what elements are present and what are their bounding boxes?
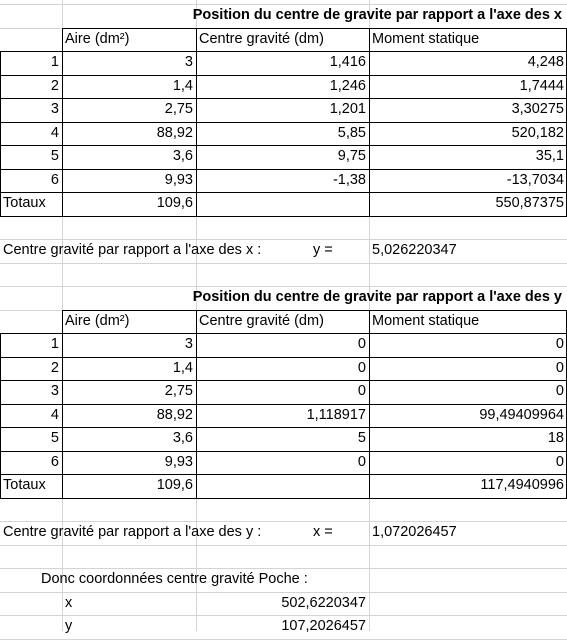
table-cell[interactable]: 2,75 bbox=[164, 101, 193, 117]
table-cell[interactable]: -1,38 bbox=[332, 171, 366, 188]
column-header[interactable]: Centre gravité (dm) bbox=[199, 30, 324, 47]
table-cell[interactable]: 3,6 bbox=[172, 148, 193, 164]
table-cell[interactable]: 3 bbox=[50, 101, 59, 117]
table-cell[interactable]: 5,85 bbox=[337, 124, 366, 141]
table-border bbox=[0, 98, 567, 99]
table-title[interactable]: Position du centre de gravite par rapport a l'axe des x bbox=[192, 7, 562, 23]
column-header[interactable]: Centre gravité (dm) bbox=[199, 312, 324, 329]
table-cell[interactable]: 0 bbox=[357, 359, 366, 376]
table-title[interactable]: Position du centre de gravite par rapport a l'axe des y bbox=[192, 289, 562, 305]
result-variable[interactable]: x = bbox=[313, 524, 333, 540]
column-header[interactable]: Aire (dm²) bbox=[65, 312, 130, 329]
table-border bbox=[0, 192, 567, 193]
coordinate-value[interactable]: 502,6220347 bbox=[281, 594, 366, 611]
result-value[interactable]: 1,072026457 bbox=[372, 524, 457, 540]
table-border bbox=[196, 28, 197, 217]
table-border bbox=[62, 28, 567, 29]
table-border bbox=[0, 498, 567, 499]
table-cell[interactable]: 0 bbox=[357, 336, 366, 352]
table-cell[interactable]: -13,7034 bbox=[506, 171, 564, 188]
result-variable[interactable]: y = bbox=[313, 242, 333, 258]
totals-moment[interactable]: 550,87375 bbox=[495, 195, 564, 211]
totals-moment[interactable]: 117,4940996 bbox=[480, 477, 564, 493]
table-cell[interactable]: 9,75 bbox=[337, 148, 366, 164]
table-cell[interactable]: 0 bbox=[555, 453, 564, 470]
table-cell[interactable]: 9,93 bbox=[164, 171, 193, 188]
table-border bbox=[0, 451, 567, 452]
table-cell[interactable]: 1,201 bbox=[329, 101, 366, 117]
table-border bbox=[0, 216, 567, 217]
table-cell[interactable]: 35,1 bbox=[535, 148, 564, 164]
coordinate-axis[interactable]: x bbox=[65, 594, 73, 611]
table-cell[interactable]: 6 bbox=[50, 171, 59, 188]
table-cell[interactable]: 1 bbox=[50, 54, 59, 70]
coordinate-axis[interactable]: y bbox=[65, 618, 73, 634]
conclusion-label[interactable]: Donc coordonnées centre gravité Poche : bbox=[41, 571, 308, 587]
table-border bbox=[0, 75, 567, 76]
column-header[interactable]: Moment statique bbox=[372, 312, 480, 329]
table-cell[interactable]: 1,118917 bbox=[306, 406, 366, 423]
table-border bbox=[0, 51, 1, 217]
table-cell[interactable]: 5 bbox=[50, 430, 59, 446]
table-border bbox=[0, 333, 567, 334]
table-cell[interactable]: 1,4 bbox=[172, 359, 193, 376]
table-border bbox=[62, 310, 567, 311]
table-cell[interactable]: 2 bbox=[50, 359, 59, 376]
table-border bbox=[0, 51, 567, 52]
table-cell[interactable]: 1,246 bbox=[329, 77, 366, 94]
table-border bbox=[369, 310, 370, 499]
table-border bbox=[0, 404, 567, 405]
table-border bbox=[0, 145, 567, 146]
table-cell[interactable]: 1 bbox=[50, 336, 59, 352]
result-value[interactable]: 5,026220347 bbox=[372, 242, 457, 258]
table-cell[interactable]: 1,7444 bbox=[519, 77, 564, 94]
table-cell[interactable]: 0 bbox=[555, 336, 564, 352]
table-border bbox=[369, 28, 370, 217]
table-border bbox=[62, 310, 63, 499]
table-cell[interactable]: 3 bbox=[50, 383, 59, 399]
table-cell[interactable]: 4,248 bbox=[527, 54, 564, 70]
column-header[interactable]: Moment statique bbox=[372, 30, 480, 47]
table-cell[interactable]: 4 bbox=[50, 406, 59, 423]
table-cell[interactable]: 3 bbox=[184, 54, 193, 70]
table-cell[interactable]: 4 bbox=[50, 124, 59, 141]
table-border bbox=[0, 427, 567, 428]
table-cell[interactable]: 88,92 bbox=[156, 124, 193, 141]
table-cell[interactable]: 88,92 bbox=[156, 406, 193, 423]
table-cell[interactable]: 0 bbox=[555, 359, 564, 376]
table-border bbox=[0, 357, 567, 358]
table-cell[interactable]: 6 bbox=[50, 453, 59, 470]
result-label[interactable]: Centre gravité par rapport a l'axe des y : bbox=[3, 524, 262, 540]
column-header[interactable]: Aire (dm²) bbox=[65, 30, 130, 47]
table-border bbox=[196, 310, 197, 499]
table-border bbox=[0, 169, 567, 170]
table-cell[interactable]: 18 bbox=[547, 430, 564, 446]
table-border bbox=[62, 28, 63, 217]
table-cell[interactable]: 3 bbox=[184, 336, 193, 352]
totals-aire[interactable]: 109,6 bbox=[156, 477, 193, 493]
table-cell[interactable]: 0 bbox=[357, 383, 366, 399]
gridline bbox=[0, 263, 567, 264]
table-cell[interactable]: 1,4 bbox=[172, 77, 193, 94]
coordinate-value[interactable]: 107,2026457 bbox=[281, 618, 366, 634]
table-cell[interactable]: 0 bbox=[555, 383, 564, 399]
table-border bbox=[0, 122, 567, 123]
result-label[interactable]: Centre gravité par rapport a l'axe des x : bbox=[3, 242, 262, 258]
table-cell[interactable]: 9,93 bbox=[164, 453, 193, 470]
table-border bbox=[0, 380, 567, 381]
table-cell[interactable]: 520,182 bbox=[511, 124, 564, 141]
totals-label[interactable]: Totaux bbox=[3, 477, 46, 493]
table-cell[interactable]: 99,49409964 bbox=[479, 406, 564, 423]
table-border bbox=[0, 333, 1, 499]
table-cell[interactable]: 3,6 bbox=[172, 430, 193, 446]
table-border bbox=[0, 474, 567, 475]
table-cell[interactable]: 2,75 bbox=[164, 383, 193, 399]
table-cell[interactable]: 0 bbox=[357, 453, 366, 470]
table-cell[interactable]: 1,416 bbox=[329, 54, 366, 70]
table-cell[interactable]: 2 bbox=[50, 77, 59, 94]
table-cell[interactable]: 3,30275 bbox=[511, 101, 564, 117]
totals-label[interactable]: Totaux bbox=[3, 195, 46, 211]
table-cell[interactable]: 5 bbox=[357, 430, 366, 446]
totals-aire[interactable]: 109,6 bbox=[156, 195, 193, 211]
table-cell[interactable]: 5 bbox=[50, 148, 59, 164]
gridline bbox=[0, 545, 567, 546]
